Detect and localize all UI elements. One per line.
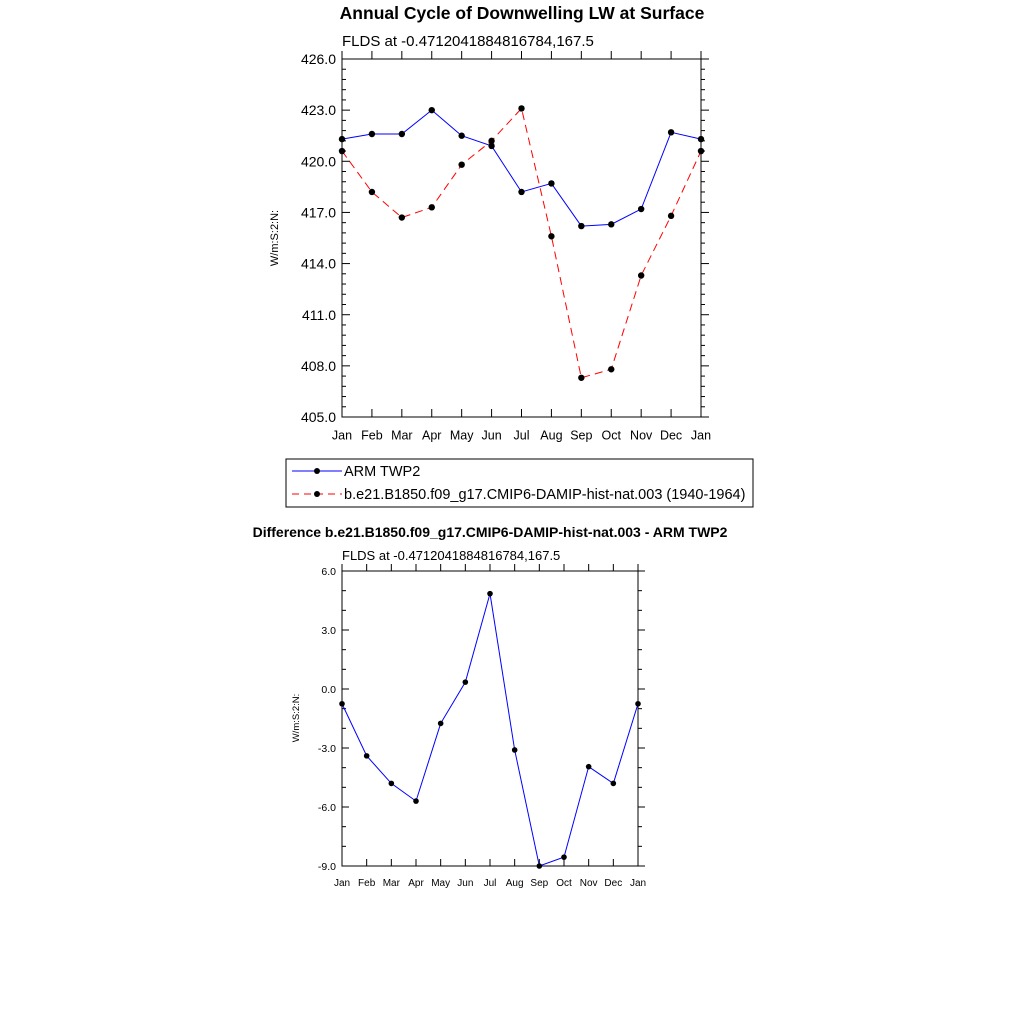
series-1-point — [399, 214, 405, 220]
legend-marker-arm — [314, 468, 320, 474]
y-tick-label: 420.0 — [300, 153, 336, 170]
x-tick-label: Dec — [604, 878, 623, 889]
y-tick-label: 405.0 — [300, 409, 336, 426]
series-0-point — [339, 701, 345, 707]
series-1-point — [668, 213, 674, 219]
series-0-point — [518, 189, 524, 195]
series-1-point — [339, 148, 345, 154]
series-line-0 — [342, 594, 638, 866]
y-tick-label: 411.0 — [302, 306, 336, 323]
legend — [286, 459, 753, 507]
y-tick-label: 0.0 — [321, 683, 336, 696]
series-0-point — [369, 131, 375, 137]
x-tick-label: Mar — [391, 428, 413, 443]
x-tick-label: Jan — [629, 878, 647, 889]
x-tick-label: Mar — [382, 878, 400, 889]
series-0-point — [487, 591, 493, 597]
series-0-point — [668, 129, 674, 135]
series-0-point — [463, 679, 469, 685]
legend-label-model: b.e21.B1850.f09_g17.CMIP6-DAMIP-hist-nat.003 (1940-1964) — [344, 487, 746, 503]
series-0-point — [578, 223, 584, 229]
x-tick-label: May — [449, 428, 474, 443]
series-1-point — [458, 161, 464, 167]
panel2-x-tick-labels — [334, 878, 646, 889]
panel2-plot-frame — [342, 571, 638, 866]
series-1-point — [578, 375, 584, 381]
y-tick-label: 3.0 — [321, 624, 336, 637]
y-tick-label: 414.0 — [300, 255, 336, 272]
x-tick-label: Jul — [483, 878, 497, 889]
series-0-point — [512, 747, 518, 753]
series-1-point — [518, 105, 524, 111]
x-tick-label: Jun — [457, 878, 474, 889]
series-1-point — [488, 138, 494, 144]
x-tick-label: Feb — [358, 878, 376, 889]
x-tick-label: Jan — [331, 428, 353, 443]
series-0-point — [413, 798, 419, 804]
x-tick-label: Jul — [513, 428, 530, 443]
difference-panel — [253, 524, 728, 889]
x-tick-label: May — [431, 878, 451, 889]
series-1-point — [548, 233, 554, 239]
panel2-title: Difference b.e21.B1850.f09_g17.CMIP6-DAMIP-hist-nat.003 - ARM TWP2 — [252, 524, 728, 540]
series-0-point — [389, 781, 395, 787]
x-tick-label: Sep — [570, 428, 593, 443]
y-tick-label: 426.0 — [300, 51, 336, 68]
x-tick-label: Dec — [659, 428, 683, 443]
series-1-point — [698, 148, 704, 154]
x-tick-label: Sep — [530, 878, 549, 889]
panel1-subtitle: FLDS at -0.4712041884816784,167.5 — [342, 33, 594, 50]
x-tick-label: Jan — [690, 428, 712, 443]
panel1-title: Annual Cycle of Downwelling LW at Surface — [339, 3, 705, 23]
series-1-point — [638, 272, 644, 278]
x-tick-label: Apr — [422, 428, 442, 443]
panel1-x-tick-labels — [332, 429, 711, 443]
x-tick-label: Nov — [579, 878, 598, 889]
x-tick-label: Aug — [505, 878, 524, 889]
panel2-series — [339, 591, 641, 869]
x-tick-label: Oct — [556, 878, 572, 889]
series-0-point — [548, 180, 554, 186]
panel2-ticks — [342, 564, 645, 866]
series-1-point — [608, 366, 614, 372]
y-tick-label: -9.0 — [317, 860, 336, 873]
series-0-point — [339, 136, 345, 142]
panel2-y-tick-labels — [318, 566, 336, 873]
x-tick-label: Apr — [408, 878, 424, 889]
x-tick-label: Oct — [601, 428, 621, 443]
y-tick-label: -3.0 — [317, 742, 336, 755]
series-1-point — [429, 204, 435, 210]
series-0-point — [698, 136, 704, 142]
x-tick-label: Jan — [333, 878, 351, 889]
series-0-point — [608, 221, 614, 227]
x-tick-label: Nov — [630, 428, 653, 443]
panel2-subtitle: FLDS at -0.4712041884816784,167.5 — [342, 548, 561, 563]
panel1-ticks — [342, 51, 709, 417]
panel1-series — [339, 105, 704, 381]
y-tick-label: 417.0 — [300, 204, 336, 221]
series-0-point — [399, 131, 405, 137]
y-tick-label: 423.0 — [300, 102, 336, 119]
panel1-plot-frame — [342, 59, 701, 417]
panel2-ylabel: W/m:S:2:N: — [291, 693, 302, 743]
series-0-point — [561, 854, 567, 860]
series-0-point — [438, 721, 444, 727]
x-tick-label: Jun — [481, 428, 502, 443]
series-line-1 — [342, 108, 701, 377]
y-tick-label: -6.0 — [317, 801, 336, 814]
legend-label-arm: ARM TWP2 — [344, 464, 421, 480]
x-tick-label: Aug — [540, 428, 563, 443]
legend-marker-model — [314, 491, 320, 497]
y-tick-label: 408.0 — [300, 357, 336, 374]
series-0-point — [611, 781, 617, 787]
series-0-point — [638, 206, 644, 212]
panel1-y-tick-labels — [301, 51, 336, 425]
series-0-point — [429, 107, 435, 113]
series-line-0 — [342, 110, 701, 226]
series-0-point — [586, 764, 592, 770]
series-0-point — [458, 133, 464, 139]
series-0-point — [537, 863, 543, 869]
y-tick-label: 6.0 — [321, 565, 336, 578]
x-tick-label: Feb — [361, 428, 383, 443]
panel1-ylabel: W/m:S:2:N: — [269, 209, 281, 267]
series-1-point — [369, 189, 375, 195]
annual-cycle-panel — [269, 3, 711, 443]
series-0-point — [635, 701, 641, 707]
series-0-point — [364, 753, 370, 759]
